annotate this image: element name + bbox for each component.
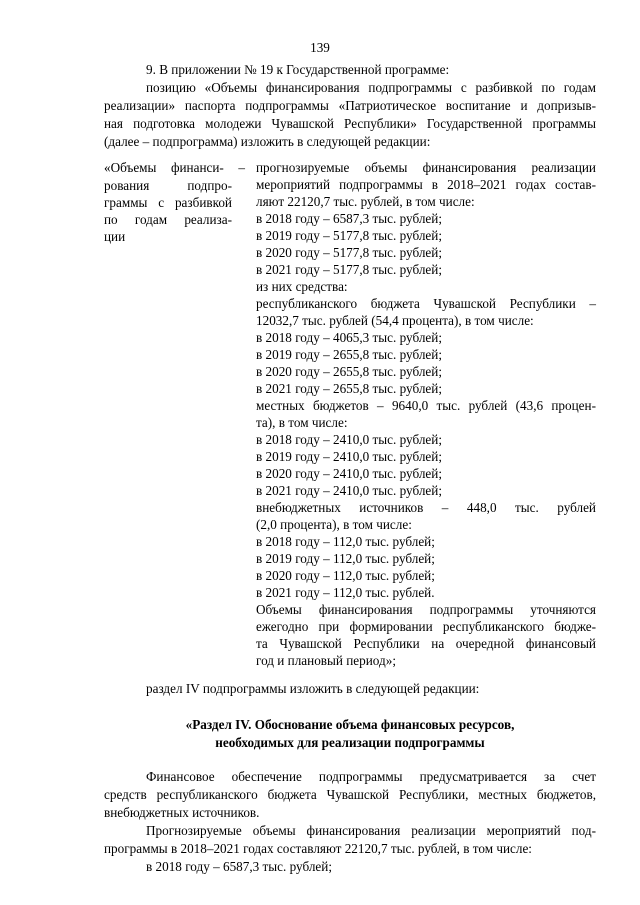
right-line-27: Объемы финансирования подпрограммы уточняются [256,602,596,617]
right-line-19: в 2020 году – 2410,0 тыс. рублей; [256,466,442,481]
right-line-5: в 2019 году – 5177,8 тыс. рублей; [256,228,442,243]
section-title-line-1: «Раздел IV. Обоснование объема финансовых ресурсов, [185,717,515,732]
right-line-4: в 2018 году – 6587,3 тыс. рублей; [256,211,442,226]
right-line-11: в 2018 году – 4065,3 тыс. рублей; [256,330,442,345]
right-line-10: 12032,7 тыс. рублей (54,4 процента), в том числе: [256,313,534,328]
right-line-2: мероприятий подпрограммы в 2018–2021 годах состав- [256,177,596,192]
intro-line-3: ная подготовка молодежи Чувашской Республики» Государственной программы [104,116,596,131]
left-line-4: по годам реализа- [104,212,232,227]
left-line-3: граммы с разбивкой [104,195,232,210]
item-heading: 9. В приложении № 19 к Государственной программе: [146,62,450,77]
body-para2-line-3: в 2018 году – 6587,3 тыс. рублей; [146,859,332,874]
right-line-30: год и плановый период»; [256,653,396,668]
right-line-14: в 2021 году – 2655,8 тыс. рублей; [256,381,442,396]
left-line-1: «Объемы финанси- – [104,160,245,175]
right-line-15: местных бюджетов – 9640,0 тыс. рублей (43,6 процен- [256,398,596,413]
body-para1-line-3: внебюджетных источников. [104,805,260,820]
section-title-line-2: необходимых для реализации подпрограммы [215,735,485,750]
right-line-3: ляют 22120,7 тыс. рублей, в том числе: [256,194,475,209]
right-line-7: в 2021 году – 5177,8 тыс. рублей; [256,262,442,277]
page-number: 139 [310,40,330,55]
right-line-20: в 2021 году – 2410,0 тыс. рублей; [256,483,442,498]
right-line-26: в 2021 году – 112,0 тыс. рублей. [256,585,435,600]
section-intro: раздел IV подпрограммы изложить в следующей редакции: [146,681,480,696]
intro-line-2: реализации» паспорта подпрограммы «Патриотическое воспитание и допризыв- [104,98,596,113]
right-line-29: та Чувашской Республики на очередной финансовый [256,636,596,651]
right-line-24: в 2019 году – 112,0 тыс. рублей; [256,551,435,566]
right-line-21: внебюджетных источников – 448,0 тыс. рублей [256,500,596,515]
right-line-12: в 2019 году – 2655,8 тыс. рублей; [256,347,442,362]
right-line-23: в 2018 году – 112,0 тыс. рублей; [256,534,435,549]
body-para2-line-1: Прогнозируемые объемы финансирования реализации мероприятий под- [146,823,596,838]
right-line-25: в 2020 году – 112,0 тыс. рублей; [256,568,435,583]
right-line-1: прогнозируемые объемы финансирования реализации [256,160,596,175]
intro-line-1: позицию «Объемы финансирования подпрограммы с разбивкой по годам [146,80,596,95]
right-line-28: ежегодно при формировании республиканского бюдже- [256,619,596,634]
left-line-2: рования подпро- [104,178,232,193]
right-line-18: в 2019 году – 2410,0 тыс. рублей; [256,449,442,464]
body-para1-line-1: Финансовое обеспечение подпрограммы предусматривается за счет [146,769,596,784]
right-line-6: в 2020 году – 5177,8 тыс. рублей; [256,245,442,260]
right-line-16: та), в том числе: [256,415,348,430]
right-line-22: (2,0 процента), в том числе: [256,517,412,532]
body-para1-line-2: средств республиканского бюджета Чувашской Республики, местных бюджетов, [104,787,596,802]
body-para2-line-2: программы в 2018–2021 годах составляют 22120,7 тыс. рублей, в том числе: [104,841,532,856]
right-line-13: в 2020 году – 2655,8 тыс. рублей; [256,364,442,379]
right-line-9: республиканского бюджета Чувашской Республики – [256,296,596,311]
intro-line-4: (далее – подпрограмма) изложить в следующей редакции: [104,134,431,149]
right-line-8: из них средства: [256,279,348,294]
left-line-5: ции [104,229,126,244]
right-line-17: в 2018 году – 2410,0 тыс. рублей; [256,432,442,447]
